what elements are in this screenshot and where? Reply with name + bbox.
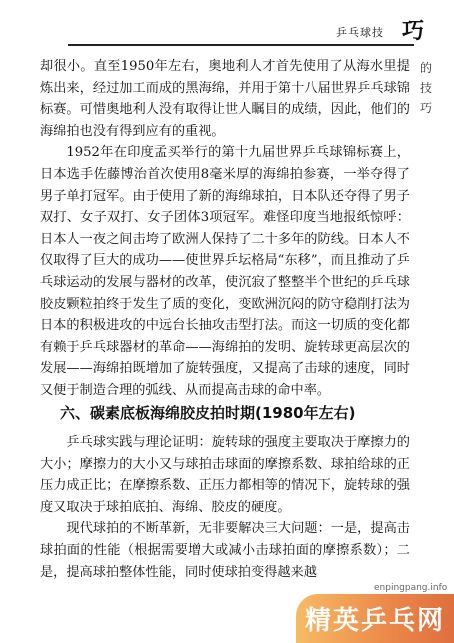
header-rule	[68, 44, 414, 46]
body-text-top	[40, 56, 410, 402]
paragraph: 1952年在印度孟买举行的第十九届世界乒乓球锦标赛上，日本选手佐藤博治首次使用8毫米厚的海绵拍参赛，一举夺得了男子单打冠军。由于使用了新的海绵球拍，日本队还夺得了男子双打、女子双打、女子团体3项冠军。难怪印度当地报纸惊呼：日本人一夜之间击垮了欧洲人保持了二十多年的防线。日本人不仅取得了巨大的成功——使世界乒坛格局“东移”，而且推动了乒乓球运动的发展与器材的改革，使沉寂了整整半个世纪的乒乓球胶皮颗粒拍终于发生了质的变化，变欧洲沉闷的防守稳削打法为日本的积极进攻的中远台长抽攻击型打法。而这一切质的变化都有赖于乒乓球器材的革命——海绵拍的发明、旋转球更高层次的发展——海绵拍既增加了旋转强度，又提高了击球的速度，同时又便于制造合理的弧线、从而提高击球的命中率。	[40, 145, 410, 398]
margin-sidebar	[418, 58, 434, 118]
section-heading: 六、碳素底板海绵胶皮拍时期(1980年左右)	[60, 404, 356, 422]
running-header: 乒乓球技	[336, 26, 384, 39]
watermark-url: enpingpang.info	[374, 583, 448, 593]
running-header-emblem: 巧	[402, 18, 425, 44]
paragraph: 乒乓球实践与理论证明：旋转球的强度主要取决于摩擦力的大小；摩擦力的大小又与球拍击球面的摩擦系数、球拍给球的正压力成正比；在摩擦系数、正压力都相等的情况下，旋转球的强度又取决于球拍底拍、海绵、胶皮的硬度。	[40, 435, 410, 515]
paragraph: 现代球拍的不断革新，无非要解决三大问题：一是，提高击球拍面的性能（根据需要增大或减小击球拍面的摩擦系数）；二是，提高球拍整体性能，同时使球拍变得越来越	[40, 521, 410, 580]
sidebar-char: 巧	[419, 101, 432, 115]
paragraph: 却很小。直至1950年左右，奥地利人才首先使用了从海水里提炼出来，经过加工而成的黑海绵，并用于第十八届世界乒乓球锦标赛。可惜奥地利人没有取得让世人瞩目的成绩，因此，他们的海绵拍也没有得到应有的重视。	[40, 59, 410, 139]
watermark-logo: 精英乒乓网	[296, 594, 454, 643]
sidebar-char: 的	[419, 61, 432, 75]
body-text-bottom	[40, 432, 410, 583]
sidebar-char: 技	[419, 81, 432, 95]
